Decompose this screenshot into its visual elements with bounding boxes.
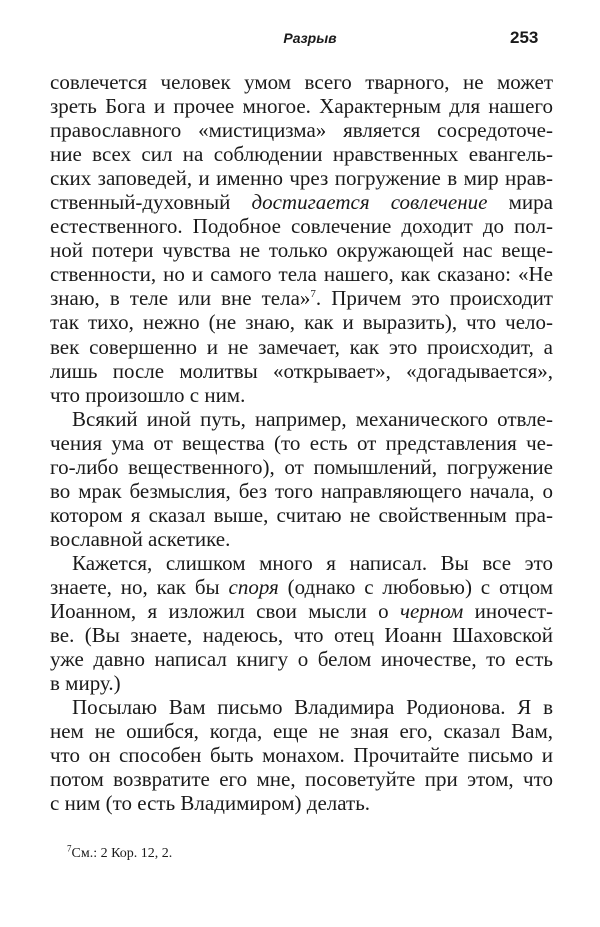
- text-line: [50, 238, 553, 262]
- text-segment: мира: [487, 190, 553, 215]
- text-segment: знаю, в теле или вне тела»: [50, 286, 311, 311]
- footnote-reference: 7: [310, 288, 316, 301]
- text-segment: ственности, но и самого тела нашего, как сказано: «Не: [50, 262, 553, 287]
- text-line: [50, 695, 553, 719]
- text-segment: ной потери чувства не только окружающей нас веще-: [50, 238, 553, 263]
- text-line: [50, 118, 553, 142]
- text-segment: . Причем это происходит: [315, 286, 553, 311]
- text-line: [50, 70, 553, 94]
- text-line: [50, 599, 553, 623]
- text-segment: век совершенно и не замечает, как это происходит, а: [50, 334, 553, 359]
- text-segment: что он способен быть монахом. Прочитайте письмо и: [50, 743, 553, 768]
- text-segment: знаете, но, как бы: [50, 574, 229, 599]
- text-segment: ских заповедей, и именно чрез погружение в мир нрав-: [50, 166, 553, 191]
- text-line: [50, 623, 553, 647]
- text-segment: лишь после молитвы «открывает», «догадывается»,: [50, 358, 553, 383]
- text-segment: в миру.): [50, 671, 121, 696]
- text-segment: во мрак безмыслия, без того направляющего начала, о: [50, 478, 553, 503]
- text-segment: с ним (то есть Владимиром) делать.: [50, 791, 371, 816]
- text-segment: потом возвратите его мне, посоветуйте при этом, что: [50, 767, 553, 792]
- text-line: [50, 431, 553, 455]
- footnote-mark: 7: [67, 843, 72, 854]
- emphasis-text: споря: [228, 574, 279, 599]
- text-segment: котором я сказал выше, считаю не свойственным пра-: [50, 502, 553, 527]
- text-line: [50, 190, 553, 214]
- text-line: [50, 214, 553, 238]
- text-segment: иночест-: [463, 599, 553, 624]
- text-line: [50, 286, 553, 310]
- page-number: 253: [510, 28, 539, 47]
- text-line: [50, 407, 553, 431]
- text-segment: чения ума от вещества (то есть от представления че-: [50, 430, 553, 455]
- text-line: [50, 551, 553, 575]
- text-line: [50, 719, 553, 743]
- text-segment: ние всех сил на соблюдении нравственных евангель-: [50, 142, 553, 167]
- footnote: [67, 843, 173, 862]
- text-segment: так тихо, нежно (не знаю, как и выразить), что чело-: [50, 310, 553, 335]
- text-segment: уже давно написал книгу о белом иночестве, то есть: [50, 647, 553, 672]
- text-line: [50, 335, 553, 359]
- text-segment: ве. (Вы знаете, надеюсь, что отец Иоанн Шаховской: [50, 623, 553, 648]
- text-line: [50, 647, 553, 671]
- text-line: [50, 791, 553, 815]
- text-segment: нем не ошибся, когда, еще не зная его, сказал Вам,: [50, 719, 553, 744]
- emphasis-text: достигается совлечение: [251, 190, 488, 215]
- text-line: [50, 479, 553, 503]
- text-segment: что произошло с ним.: [50, 382, 246, 407]
- text-line: [50, 359, 553, 383]
- text-segment: (однако с любовью) с отцом: [278, 574, 553, 599]
- text-segment: совлечется человек умом всего тварного, не может: [50, 70, 553, 94]
- text-segment: Кажется, слишком много я написал. Вы все это: [72, 550, 553, 575]
- text-line: [50, 743, 553, 767]
- text-segment: ственный-духовный: [50, 190, 252, 215]
- text-segment: вославной аскетике.: [50, 526, 231, 551]
- text-line: [50, 671, 553, 695]
- text-line: [50, 455, 553, 479]
- text-line: [50, 575, 553, 599]
- text-line: [50, 262, 553, 286]
- text-segment: зреть Бога и прочее многое. Характерным для нашего: [50, 94, 553, 119]
- text-line: [50, 527, 553, 551]
- text-segment: Иоанном, я изложил свои мысли о: [50, 599, 400, 624]
- text-line: [50, 503, 553, 527]
- text-segment: Посылаю Вам письмо Владимира Родионова. Я в: [72, 695, 553, 720]
- text-line: [50, 310, 553, 334]
- text-segment: го-либо вещественного), от помышлений, погружение: [50, 454, 553, 479]
- body-text: [50, 70, 553, 815]
- running-header-title: Разрыв: [283, 30, 337, 46]
- footnote-text: См.: 2 Кор. 12, 2.: [71, 846, 173, 861]
- text-line: [50, 166, 553, 190]
- text-line: [50, 767, 553, 791]
- text-segment: православного «мистицизма» является сосредоточе-: [50, 118, 553, 143]
- emphasis-text: черном: [399, 599, 464, 624]
- text-segment: естественного. Подобное совлечение доходит до пол-: [50, 214, 553, 239]
- text-line: [50, 142, 553, 166]
- text-line: [50, 94, 553, 118]
- text-line: [50, 383, 553, 407]
- text-segment: Всякий иной путь, например, механического отвле-: [72, 406, 553, 431]
